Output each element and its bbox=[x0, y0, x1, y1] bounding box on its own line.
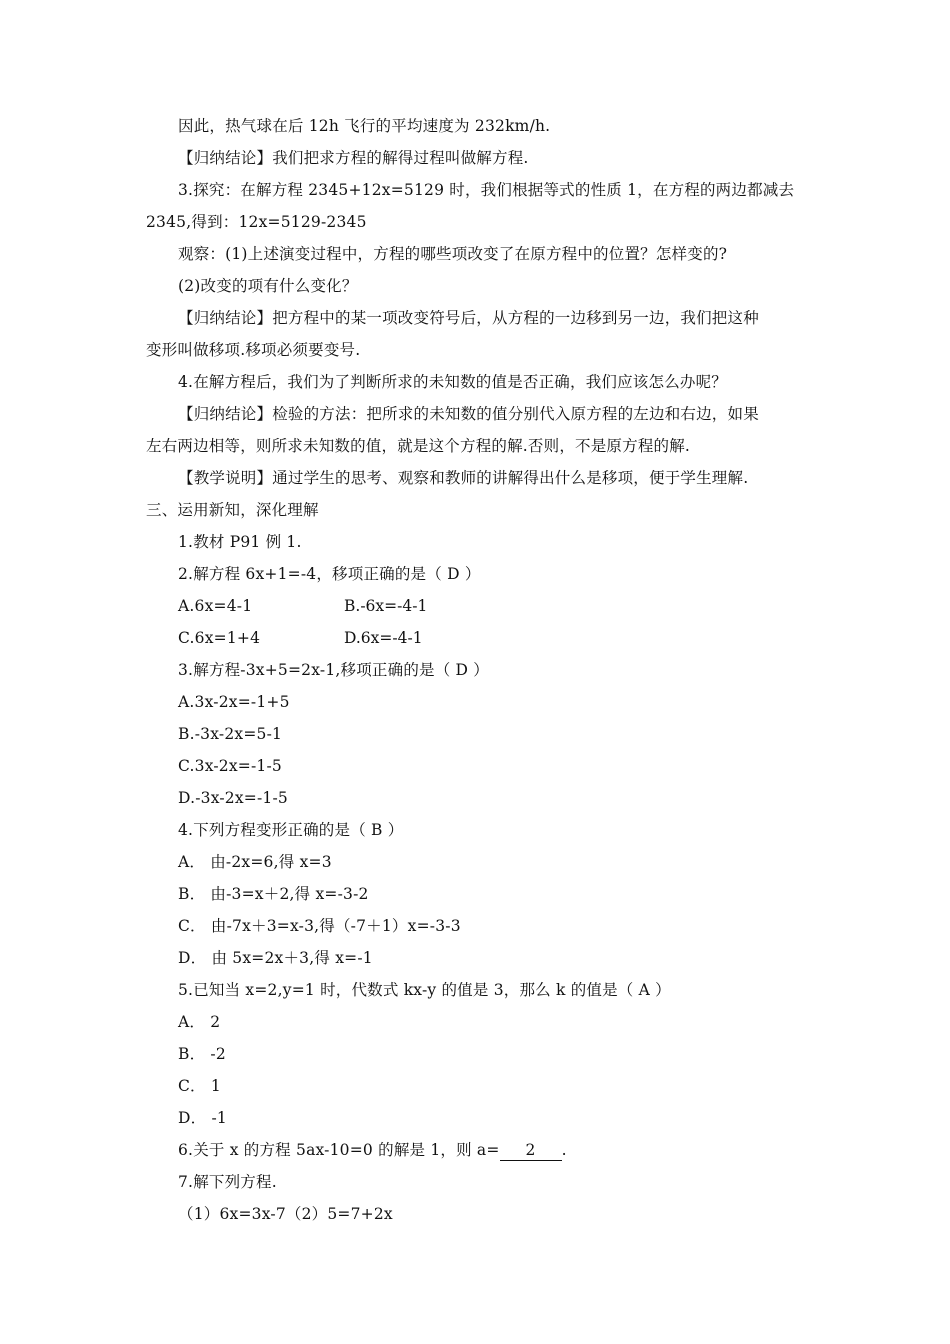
option-line: D.6x=-4-1 bbox=[344, 629, 423, 647]
conclusion-line: 【归纳结论】把方程中的某一项改变符号后，从方程的一边移到另一边，我们把这种 bbox=[178, 309, 759, 327]
option-line: B． 由-3=x＋2,得 x=-3-2 bbox=[178, 885, 369, 903]
option-line: A． 2 bbox=[178, 1013, 221, 1031]
q6-answer-blank: 2 bbox=[500, 1140, 562, 1161]
equation-line: （1）6x=3x-7（2）5=7+2x bbox=[178, 1205, 393, 1223]
option-line: C.6x=1+4 bbox=[178, 629, 261, 647]
text-line: 左右两边相等，则所求未知数的值，就是这个方程的解.否则，不是原方程的解. bbox=[146, 437, 691, 455]
q6-suffix: . bbox=[561, 1141, 567, 1159]
teaching-note-line: 【教学说明】通过学生的思考、观察和教师的讲解得出什么是移项，便于学生理解. bbox=[178, 469, 749, 487]
option-line: C.3x-2x=-1-5 bbox=[178, 757, 282, 775]
option-line: C． 1 bbox=[178, 1077, 221, 1095]
text-line: 因此，热气球在后 12h 飞行的平均速度为 232km/h. bbox=[178, 117, 551, 135]
exercise-line: 7.解下列方程. bbox=[178, 1173, 277, 1191]
exercise-line bbox=[178, 1140, 567, 1161]
option-line: D.-3x-2x=-1-5 bbox=[178, 789, 288, 807]
question-line: 4.在解方程后，我们为了判断所求的未知数的值是否正确，我们应该怎么办呢？ bbox=[178, 373, 727, 391]
option-line: B． -2 bbox=[178, 1045, 226, 1063]
option-line: A.6x=4-1 bbox=[178, 597, 253, 615]
option-line: B.-6x=-4-1 bbox=[344, 597, 428, 615]
exercise-line: 2.解方程 6x+1=-4，移项正确的是（ D ） bbox=[178, 565, 481, 583]
q6-prefix: 6.关于 x 的方程 5ax-10=0 的解是 1，则 a= bbox=[178, 1141, 500, 1159]
text-line: (2)改变的项有什么变化？ bbox=[178, 277, 358, 295]
text-line: 变形叫做移项.移项必须要变号. bbox=[146, 341, 361, 359]
exercise-line: 5.已知当 x=2,y=1 时，代数式 kx-y 的值是 3，那么 k 的值是（ A ） bbox=[178, 981, 671, 999]
conclusion-line: 【归纳结论】检验的方法：把所求的未知数的值分别代入原方程的左边和右边，如果 bbox=[178, 405, 759, 423]
option-line: A． 由-2x=6,得 x=3 bbox=[178, 853, 332, 871]
option-line: C． 由-7x＋3=x-3,得（-7＋1）x=-3-3 bbox=[178, 917, 461, 935]
exercise-line: 1.教材 P91 例 1. bbox=[178, 533, 302, 551]
text-line: 2345,得到：12x=5129-2345 bbox=[146, 213, 367, 231]
exercise-line: 4.下列方程变形正确的是（ B ） bbox=[178, 821, 404, 839]
explore-line: 3.探究：在解方程 2345+12x=5129 时，我们根据等式的性质 1，在方程的两边都减去 bbox=[178, 181, 795, 199]
observe-line: 观察：(1)上述演变过程中，方程的哪些项改变了在原方程中的位置？怎样变的? bbox=[178, 245, 728, 263]
exercise-line: 3.解方程-3x+5=2x-1,移项正确的是（ D ） bbox=[178, 661, 490, 679]
option-line: A.3x-2x=-1+5 bbox=[178, 693, 290, 711]
conclusion-line: 【归纳结论】我们把求方程的解得过程叫做解方程. bbox=[178, 149, 529, 167]
option-line: B.-3x-2x=5-1 bbox=[178, 725, 283, 743]
option-line: D． -1 bbox=[178, 1109, 227, 1127]
option-line: D． 由 5x=2x＋3,得 x=-1 bbox=[178, 949, 373, 967]
section-heading: 三、运用新知，深化理解 bbox=[146, 501, 319, 519]
